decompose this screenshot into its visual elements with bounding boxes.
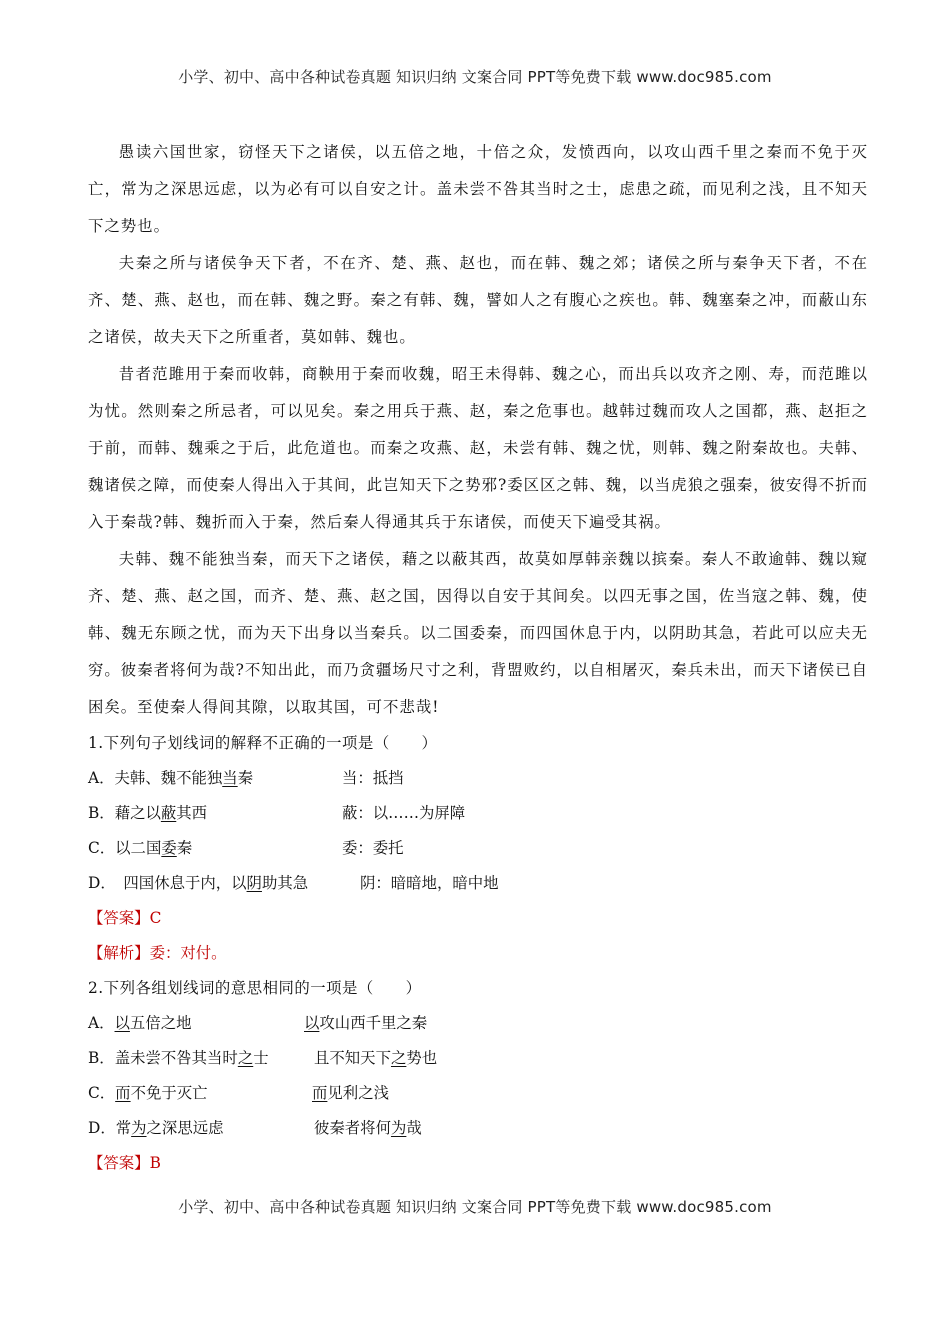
question-1-stem: 1.下列句子划线词的解释不正确的一项是（ ） [88, 734, 438, 752]
underlined-word: 为 [131, 1119, 147, 1137]
question-2-option-b: B．盖未尝不咎其当时之士 且不知天下之势也 [88, 1049, 438, 1067]
page-header-banner: 小学、初中、高中各种试卷真题 知识归纳 文案合同 PPT等免费下载 www.doc985.com [178, 68, 772, 86]
document-body [88, 134, 868, 1181]
passage-paragraph-1: 愚读六国世家，窃怪天下之诸侯，以五倍之地，十倍之众，发愤西向，以攻山西千里之秦而不免于灭亡，常为之深思远虑，以为必有可以自安之计。盖未尝不咎其当时之士，虑患之疏，而见利之浅，且不知天下之势也。 [88, 143, 868, 235]
underlined-word: 为 [390, 1119, 407, 1137]
underlined-word: 而 [115, 1084, 131, 1102]
underlined-word: 当 [222, 769, 238, 787]
question-1-option-b: B．藉之以蔽其西 蔽：以……为屏障 [88, 796, 868, 831]
question-1-analysis: 【解析】委：对付。 [88, 944, 227, 962]
option-gloss: 阴：暗暗地，暗中地 [360, 874, 499, 892]
underlined-word: 以 [114, 1014, 130, 1032]
option-gloss: 蔽：以……为屏障 [342, 804, 466, 822]
underlined-word: 委 [161, 839, 177, 857]
passage-paragraph-2: 夫秦之所与诸侯争天下者，不在齐、楚、燕、赵也，而在韩、魏之郊；诸侯之所与秦争天下者，不在齐、楚、燕、赵也，而在韩、魏之野。秦之有韩、魏，譬如人之有腹心之疾也。韩、魏塞秦之冲，而蔽山东之诸侯，故夫天下之所重者，莫如韩、魏也。 [88, 254, 868, 346]
underlined-word: 阴 [246, 874, 262, 892]
underlined-word: 之 [390, 1049, 407, 1067]
option-gloss: 委：委托 [342, 839, 404, 857]
underlined-word: 之 [237, 1049, 254, 1067]
question-2-option-a: A．以五倍之地 以攻山西千里之秦 [88, 1014, 428, 1032]
underlined-word: 以 [304, 1014, 320, 1032]
question-1-option-d: D． 四国休息于内，以阴助其急 阴：暗暗地，暗中地 [88, 866, 868, 901]
underlined-word: 而 [312, 1084, 328, 1102]
question-1-answer: 【答案】C [88, 909, 162, 927]
question-2-option-d: D．常为之深思远虑 彼秦者将何为哉 [88, 1119, 422, 1137]
question-2-stem: 2.下列各组划线词的意思相同的一项是（ ） [88, 979, 422, 997]
option-gloss: 当：抵挡 [342, 769, 404, 787]
passage-paragraph-4: 夫韩、魏不能独当秦，而天下之诸侯，藉之以蔽其西，故莫如厚韩亲魏以摈秦。秦人不敢逾韩、魏以窥齐、楚、燕、赵之国，而齐、楚、燕、赵之国，因得以自安于其间矣。以四无事之国，佐当寇之韩、魏，使韩、魏无东顾之忧，而为天下出身以当秦兵。以二国委秦，而四国休息于内，以阴助其急，若此可以应夫无穷。彼秦者将何为哉?不知出此，而乃贪疆场尺寸之利，背盟败约，以自相屠灭，秦兵未出，而天下诸侯已自困矣。至使秦人得间其隙，以取其国，可不悲哉! [88, 550, 868, 716]
question-2-option-c: C．而不免于灭亡 而见利之浅 [88, 1084, 389, 1102]
question-1-option-c: C．以二国委秦 委：委托 [88, 831, 868, 866]
question-1-option-a: A．夫韩、魏不能独当秦 当：抵挡 [88, 761, 868, 796]
question-2-answer: 【答案】B [88, 1154, 161, 1172]
passage-paragraph-3: 昔者范雎用于秦而收韩，商鞅用于秦而收魏，昭王未得韩、魏之心，而出兵以攻齐之刚、寿，而范雎以为忧。然则秦之所忌者，可以见矣。秦之用兵于燕、赵，秦之危事也。越韩过魏而攻人之国都，燕、赵拒之于前，而韩、魏乘之于后，此危道也。而秦之攻燕、赵，未尝有韩、魏之忧，则韩、魏之附秦故也。夫韩、魏诸侯之障，而使秦人得出入于其间，此岂知天下之势邪?委区区之韩、魏，以当虎狼之强秦，彼安得不折而入于秦哉?韩、魏折而入于秦，然后秦人得通其兵于东诸侯，而使天下遍受其祸。 [88, 365, 868, 531]
underlined-word: 蔽 [160, 804, 177, 822]
page-footer-banner: 小学、初中、高中各种试卷真题 知识归纳 文案合同 PPT等免费下载 www.doc985.com [178, 1198, 772, 1216]
